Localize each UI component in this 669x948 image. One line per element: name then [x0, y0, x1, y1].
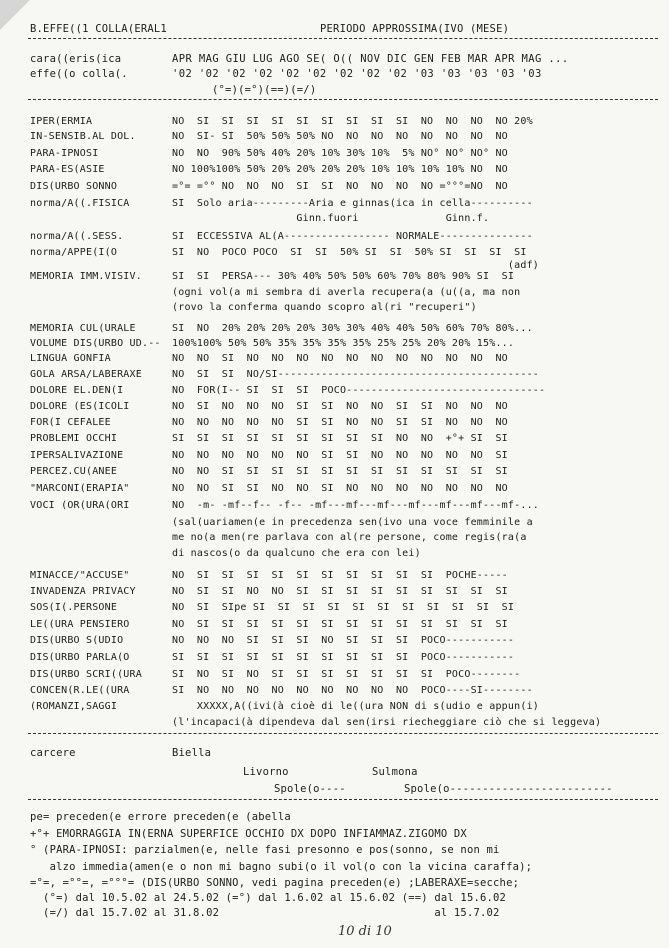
- row-values: NO SI SI NO NO SI SI SI SI SI SI SI SI SI: [172, 586, 508, 597]
- row-values: SI SI SI SI SI SI SI SI SI NO NO +°+ SI SI: [172, 433, 508, 444]
- row-label: DIS(URBO SCRI((URA: [30, 669, 142, 680]
- row-label: DIS(URBO S(UDIO: [30, 635, 124, 646]
- row-values: SI NO SI NO SI SI SI SI SI SI SI POCO--------: [172, 669, 521, 680]
- row-values: (ogni vol(a mi sembra di averla recupera(a (u((a, ma non: [172, 287, 521, 298]
- row-values: XXXXX,A((ivi(à cioè di le((ura NON di s(udio e appun(i): [172, 701, 540, 712]
- row-values: 100%100% 50% 50% 35% 35% 35% 35% 25% 25% 20% 20% 15%...: [172, 338, 515, 349]
- row-label: norma/APPE(I(O: [30, 247, 118, 258]
- row-values: NO FOR(I-- SI SI SI POCO--------------------------------: [172, 385, 546, 396]
- row-label: IPER(ERMIA: [30, 116, 93, 127]
- row-label: LINGUA GONFIA: [30, 353, 111, 364]
- row-values: SI NO 20% 20% 20% 20% 30% 30% 40% 40% 50% 60% 70% 80%...: [172, 323, 533, 334]
- row-values: NO SI SI NO/SI------------------------------------------: [172, 369, 540, 380]
- prison-label: carcere: [30, 747, 76, 759]
- row-values: NO -m- -mf--f-- -f-- -mf---mf---mf---mf---mf---mf---mf-...: [172, 500, 540, 511]
- row-label: SOS(I(.PERSONE: [30, 602, 118, 613]
- footnote-line: alzo immedia(amen(e o non mi bagno subi(o il vol(o con la vicina caraffa);: [30, 861, 533, 873]
- row-values: SI SI PERSA--- 30% 40% 50% 50% 60% 70% 80% 90% SI SI: [172, 271, 515, 282]
- footnote-line: +°+ EMORRAGGIA IN(ERNA SUPERFICE OCCHIO DX DOPO INFIAMMAZ.ZIGOMO DX: [30, 828, 467, 840]
- places-bottom-rule: [28, 799, 658, 800]
- row-label: norma/A((.SESS.: [30, 231, 124, 242]
- row-values: NO 100%100% 50% 20% 20% 20% 20% 10% 10% 10% 10% NO NO: [172, 164, 508, 175]
- characteristic-label: cara((eris(ica: [30, 53, 122, 65]
- row-label: IPERSALIVAZIONE: [30, 450, 124, 461]
- footnote-line: pe= preceden(e errore preceden(e (abella: [30, 811, 291, 823]
- row-values: SI Solo aria---------Aria e ginnas(ica in cella----------: [172, 198, 533, 209]
- row-label: norma/A((.FISICA: [30, 198, 130, 209]
- footnote-line: (°=) dal 10.5.02 al 24.5.02 (=°) dal 1.6.02 al 15.6.02 (==) dal 15.6.02: [30, 892, 507, 904]
- row-label: IN-SENSIB.AL DOL.: [30, 131, 136, 142]
- collateral-effects-title: B.EFFE((1 COLLA(ERAL1: [30, 23, 167, 35]
- row-label: VOLUME DIS(URBO UD.--: [30, 338, 161, 349]
- header-rule: [28, 38, 658, 39]
- place-biella: Biella: [172, 747, 212, 759]
- row-label: MEMORIA IMM.VISIV.: [30, 271, 142, 282]
- row-values: (rovo la conferma quando scopro al(ri "recuperi"): [172, 302, 477, 313]
- place-spoleto-2: Spole(o-------------------------: [404, 783, 613, 795]
- row-label: PARA-IPNOSI: [30, 148, 99, 159]
- row-label: "MARCONI(ERAPIA": [30, 483, 130, 494]
- row-values: NO NO SI NO NO NO NO NO NO NO NO NO NO NO: [172, 353, 508, 364]
- row-label: DOLORE (ES(ICOLI: [30, 401, 130, 412]
- collateral-effect-label: effe((o colla(.: [30, 68, 128, 80]
- row-values: NO NO SI SI NO NO SI NO NO NO NO NO NO NO: [172, 483, 508, 494]
- row-label: DIS(URBO SONNO: [30, 181, 118, 192]
- place-spoleto-1: Spole(o----: [274, 783, 346, 795]
- row-values: NO SI SIpe SI SI SI SI SI SI SI SI SI SI SI: [172, 602, 515, 613]
- row-values: NO SI NO NO NO SI SI NO NO SI SI NO NO NO: [172, 401, 508, 412]
- row-label: (ROMANZI,SAGGI: [30, 701, 118, 712]
- place-livorno: Livorno: [243, 766, 289, 778]
- place-sulmona: Sulmona: [372, 766, 418, 778]
- row-label: LE((URA PENSIERO: [30, 619, 130, 630]
- row-values: (l'incapaci(à dipendeva dal sen(irsi riecheggiare ciò che si leggeva): [172, 717, 602, 728]
- row-label: CONCEN(R.LE((URA: [30, 685, 130, 696]
- row-label: MINACCE/"ACCUSE": [30, 570, 130, 581]
- places-top-rule: [28, 733, 658, 734]
- row-values: =°= =°° NO NO NO SI SI NO NO NO NO =°°°=NO NO: [172, 181, 508, 192]
- years-header: '02 '02 '02 '02 '02 '02 '02 '02 '02 '03 '03 '03 '03 '03: [172, 68, 542, 80]
- row-values: SI SI SI SI SI SI SI SI SI SI POCO-----------: [172, 652, 515, 663]
- row-values: (adf): [172, 260, 540, 271]
- row-values: NO NO 90% 50% 40% 20% 10% 30% 10% 5% NO° NO° NO° NO: [172, 148, 508, 159]
- row-values: NO SI SI SI SI SI SI SI SI SI SI POCHE-----: [172, 570, 508, 581]
- row-label: DIS(URBO PARLA(O: [30, 652, 130, 663]
- row-values: (sal(uariamen(e in precedenza sen(ivo una voce femminile a: [172, 517, 533, 528]
- row-label: PARA-ES(ASIE: [30, 164, 105, 175]
- row-label: MEMORIA CUL(URALE: [30, 323, 136, 334]
- row-label: GOLA ARSA/LABERAXE: [30, 369, 142, 380]
- row-label: FOR(I CEFALEE: [30, 417, 111, 428]
- row-values: NO SI SI SI SI SI SI SI SI SI SI SI SI SI: [172, 619, 508, 630]
- row-values: NO NO NO NO NO NO SI SI NO NO NO NO NO SI: [172, 450, 508, 461]
- footnote-line: =°=, =°°=, =°°°= (DIS(URBO SONNO, vedi pagina preceden(e) ;LABERAXE=secche;: [30, 877, 520, 889]
- row-label: PERCEZ.CU(ANEE: [30, 466, 118, 477]
- footnote-line: ° (PARA-IPNOSI: parzialmen(e, nelle fasi presonno e pos(sonno, se non mi: [30, 844, 500, 856]
- row-values: SI NO NO NO NO NO NO NO NO NO POCO----SI--------: [172, 685, 533, 696]
- row-values: di nascos(o da qualcuno che era con lei): [172, 548, 421, 559]
- row-values: NO NO NO SI SI SI NO SI SI SI POCO-----------: [172, 635, 515, 646]
- row-values: NO NO NO NO NO SI SI NO NO SI SI NO NO NO: [172, 417, 508, 428]
- footnote-line: (=/) dal 15.7.02 al 31.8.02 al 15.7.02: [30, 907, 500, 919]
- row-values: NO SI- SI 50% 50% 50% NO NO NO NO NO NO NO NO: [172, 131, 508, 142]
- months-header: APR MAG GIU LUG AGO SE( O(( NOV DIC GEN FEB MAR APR MAG ...: [172, 53, 569, 65]
- row-label: VOCI (OR(URA(ORI: [30, 500, 130, 511]
- period-markers: (°=)(=°)(==)(=/): [212, 84, 317, 96]
- header-bottom-rule: [28, 99, 658, 100]
- page-signature: 10 di 10: [338, 924, 392, 939]
- row-values: Ginn.fuori Ginn.f.: [172, 213, 490, 224]
- row-label: INVADENZA PRIVACY: [30, 586, 136, 597]
- row-values: NO SI SI SI SI SI SI SI SI SI NO NO NO NO 20%: [172, 116, 533, 127]
- row-values: me no(a men(re parlava con al(re persone, come regis(ra(a: [172, 532, 527, 543]
- row-values: SI ECCESSIVA AL(A----------------- NORMALE---------------: [172, 231, 533, 242]
- row-label: DOLORE EL.DEN(I: [30, 385, 124, 396]
- period-title: PERIODO APPROSSIMA(IVO (MESE): [320, 23, 510, 35]
- folded-corner: [0, 0, 30, 30]
- row-values: NO NO SI SI SI SI SI SI SI SI SI SI SI SI: [172, 466, 508, 477]
- row-label: PROBLEMI OCCHI: [30, 433, 118, 444]
- row-values: SI NO POCO POCO SI SI 50% SI SI 50% SI SI SI SI: [172, 247, 527, 258]
